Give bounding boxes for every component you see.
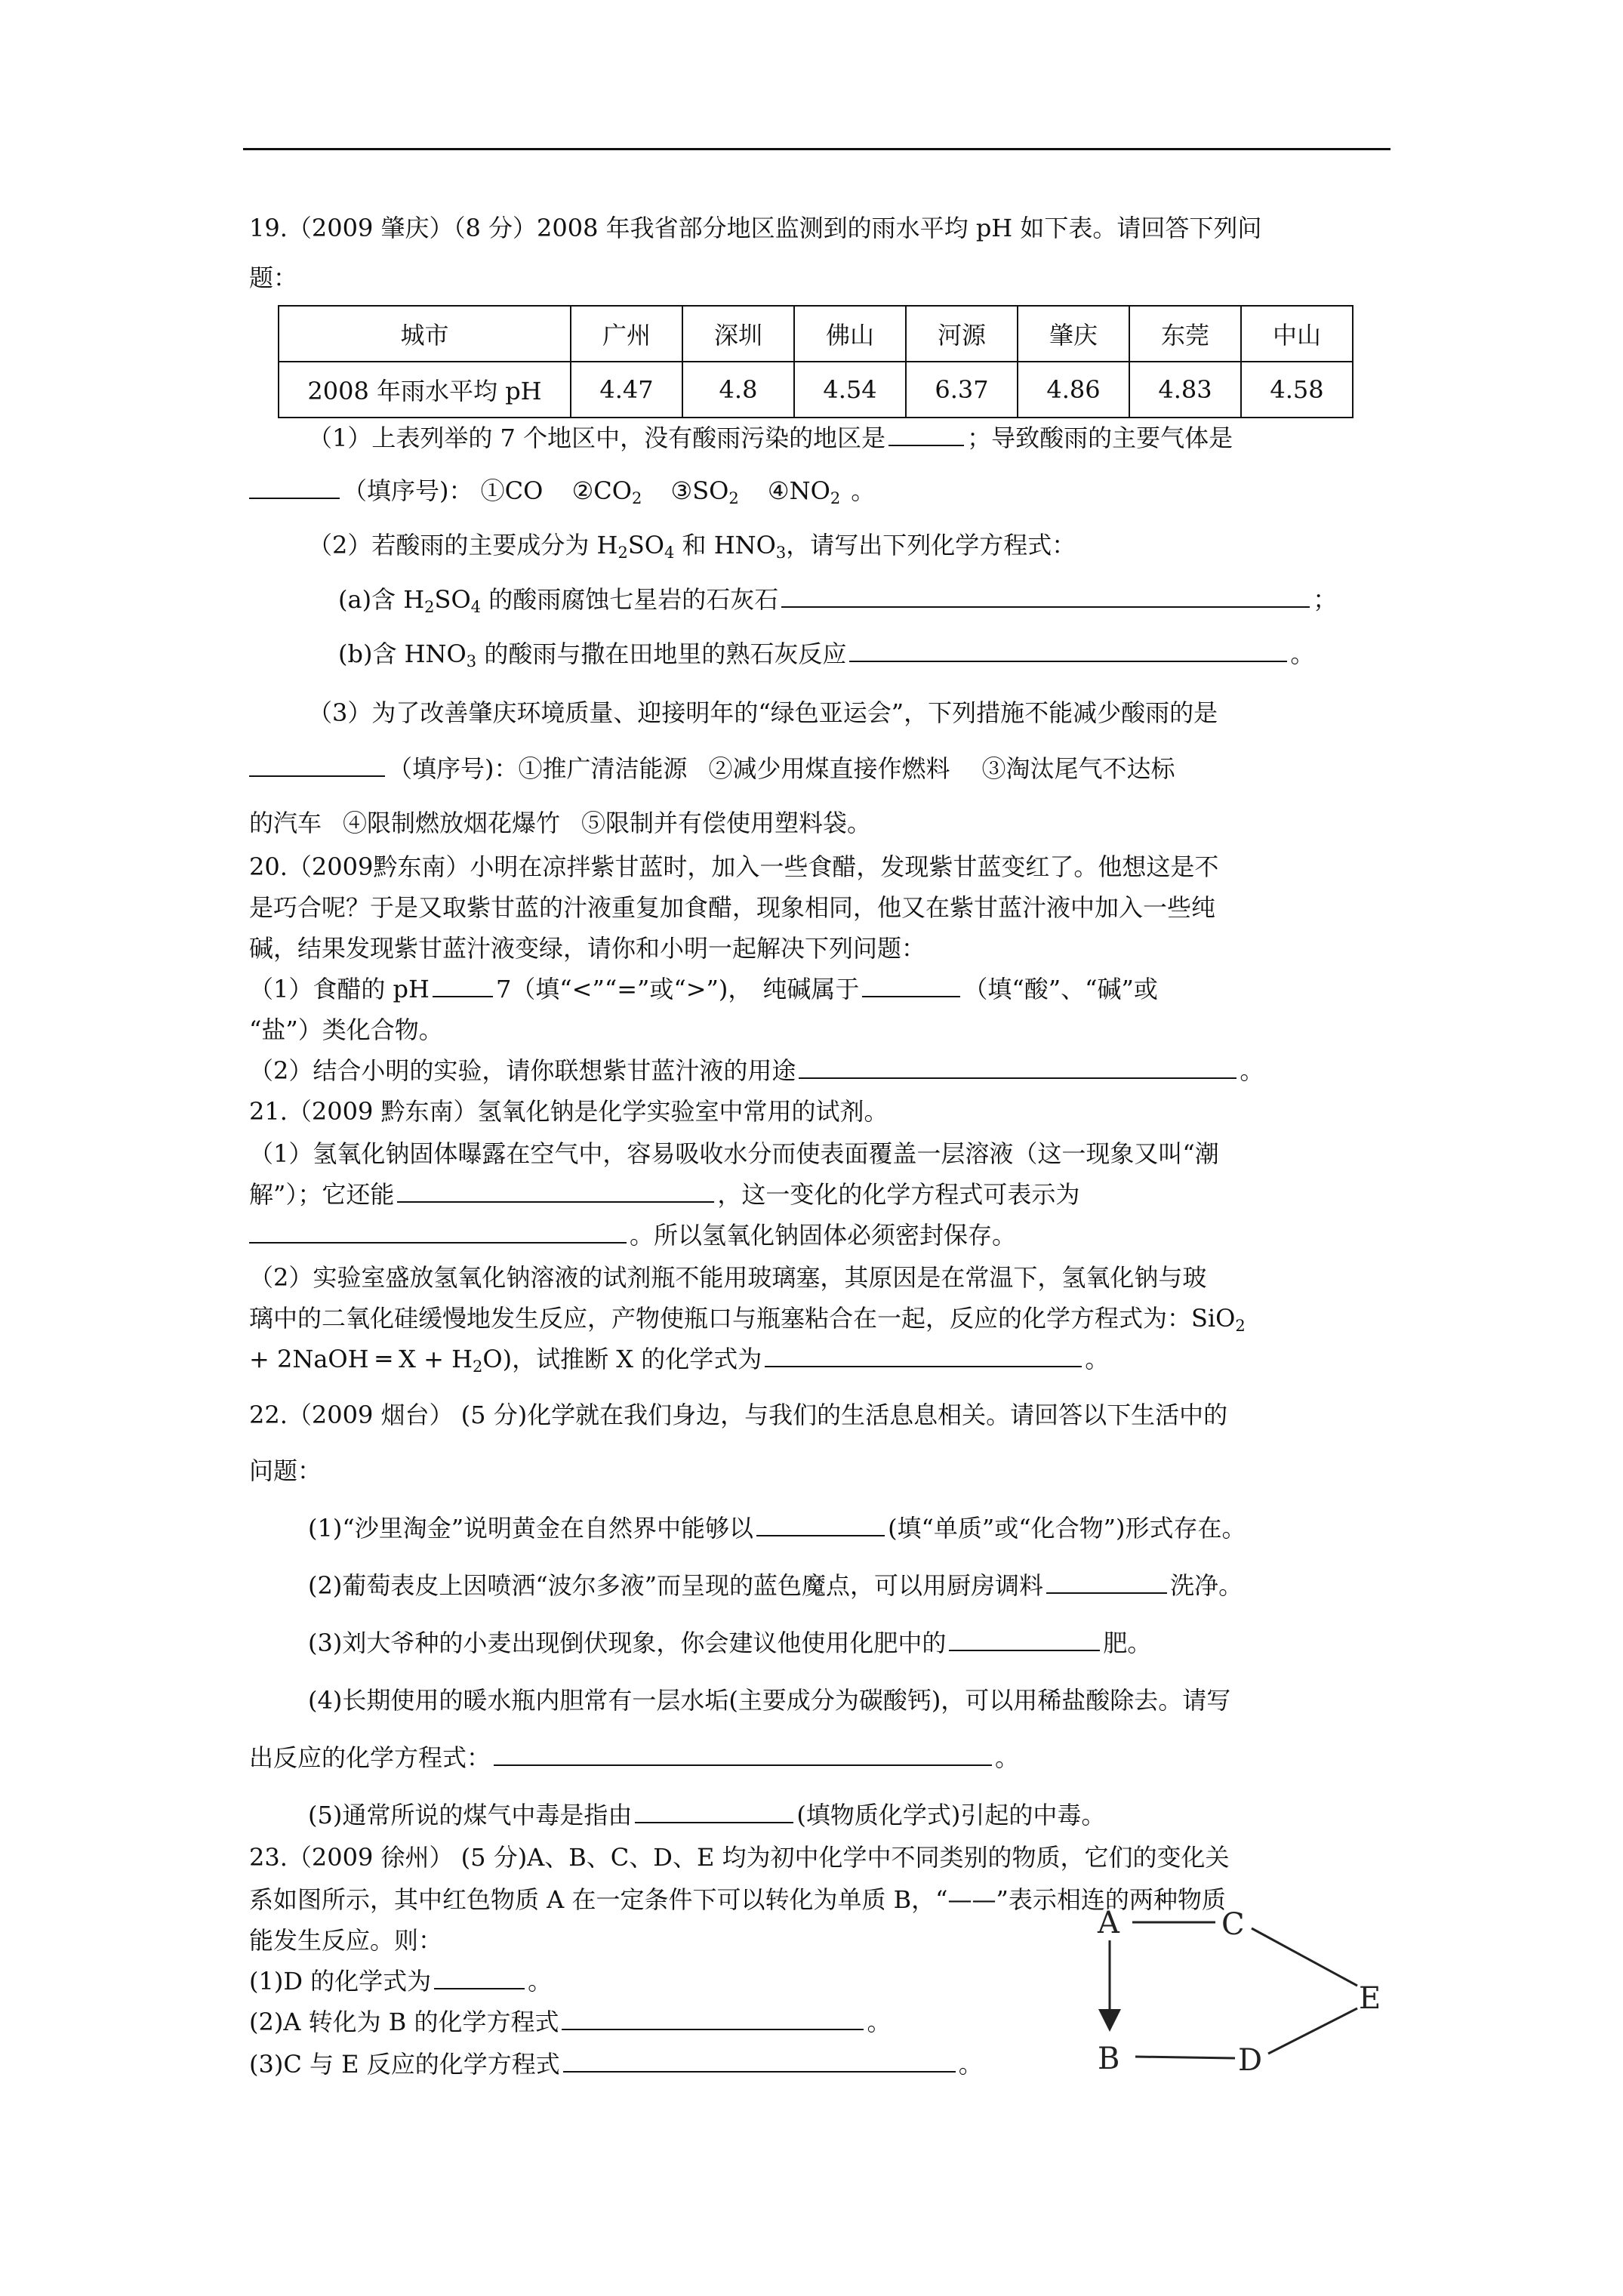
edge-e-d — [1268, 2008, 1357, 2054]
table-cell: 肇庆 — [1018, 306, 1129, 362]
q20-line3: 碱，结果发现紫甘蓝汁液变绿，请你和小明一起解决下列问题： — [249, 934, 926, 963]
node-d: D — [1238, 2043, 1263, 2078]
q22-sub4: (4)长期使用的暖水瓶内胆常有一层水垢(主要成分为碳酸钙)，可以用稀盐酸除去。请写 — [308, 1686, 1231, 1715]
table-header-city: 城市 — [279, 306, 571, 362]
answer-blank[interactable] — [862, 973, 960, 997]
edge-b-d — [1135, 2057, 1235, 2058]
q23-sub3: (3)C 与 E 反应的化学方程式 。 — [249, 2050, 983, 2079]
q23-line3: 能发生反应。则： — [249, 1926, 443, 1955]
q19-part2: （2）若酸雨的主要成分为 $H_2SO_4$ 和 $HNO_3$，请写出下列化学方程式： — [308, 531, 1076, 562]
answer-blank[interactable] — [249, 1219, 627, 1244]
table-cell: 东莞 — [1129, 306, 1241, 362]
table-cell: 4.54 — [794, 362, 906, 418]
answer-blank[interactable] — [849, 638, 1287, 662]
answer-blank[interactable] — [756, 1512, 885, 1536]
answer-blank[interactable] — [799, 1055, 1236, 1079]
q19-heading-cont: 题： — [249, 264, 298, 292]
q23-line1: 23.（2009 徐州） (5 分)A、B、C、D、E 均为初中化学中不同类别的物质，它们的变化关 — [249, 1843, 1230, 1872]
q19-part3: （3）为了改善肇庆环境质量、迎接明年的“绿色亚运会”，下列措施不能减少酸雨的是 — [308, 698, 1218, 727]
answer-blank[interactable] — [765, 1343, 1082, 1367]
node-e: E — [1359, 1981, 1381, 2016]
q19-part1-options: （填序号)： ①CO $②CO_2$ $③SO_2$ $④NO_2$ 。 — [249, 474, 875, 507]
q22-line1: 22.（2009 烟台） (5 分)化学就在我们身边，与我们的生活息息相关。请回答以下生活中的 — [249, 1401, 1228, 1429]
q19-part2b: (b)含 $HNO_3$ 的酸雨与撒在田地里的熟石灰反应 。 — [338, 639, 1315, 670]
answer-blank[interactable] — [781, 584, 1310, 608]
q23-line2: 系如图所示，其中红色物质 A 在一定条件下可以转化为单质 B，“——”表示相连的两种物质 — [249, 1885, 1226, 1914]
q20-part2: （2）结合小明的实验，请你联想紫甘蓝汁液的用途 。 — [249, 1056, 1264, 1085]
table-cell: 4.8 — [682, 362, 794, 418]
table-cell: 佛山 — [794, 306, 906, 362]
q19-heading: 19.（2009 肇庆）（8 分）2008 年我省部分地区监测到的雨水平均 pH 如下表。请回答下列问 — [249, 214, 1262, 242]
q21-part1: （1）氢氧化钠固体曝露在空气中，容易吸收水分而使表面覆盖一层溶液（这一现象又叫“潮 — [249, 1139, 1219, 1168]
edge-c-e — [1252, 1928, 1357, 1986]
answer-blank[interactable] — [494, 1742, 992, 1766]
q22-sub2: (2)葡萄表皮上因喷洒“波尔多液”而呈现的蓝色魔点，可以用厨房调料 洗净。 — [308, 1571, 1243, 1600]
table-cell: 4.86 — [1018, 362, 1129, 418]
q21-part2-cont: 璃中的二氧化硅缓慢地发生反应，产物使瓶口与瓶塞粘合在一起，反应的化学方程式为：SiO$_2$ — [249, 1304, 1246, 1335]
q22-sub5: (5)通常所说的煤气中毒是指由 (填物质化学式)引起的中毒。 — [308, 1801, 1106, 1829]
q23-sub1: (1)D 的化学式为 。 — [249, 1967, 553, 1996]
header-rule — [243, 148, 1390, 150]
table-row — [279, 362, 1353, 418]
answer-blank[interactable] — [635, 1799, 793, 1823]
q20-line2: 是巧合呢？于是又取紫甘蓝的汁液重复加食醋，现象相同，他又在紫甘蓝汁液中加入一些纯 — [249, 893, 1216, 922]
q22-line2: 问题： — [249, 1456, 322, 1485]
table-cell: 中山 — [1241, 306, 1353, 362]
answer-blank[interactable] — [249, 475, 340, 499]
answer-blank[interactable] — [949, 1627, 1100, 1651]
q21-part2: （2）实验室盛放氢氧化钠溶液的试剂瓶不能用玻璃塞，其原因是在常温下，氢氧化钠与玻 — [249, 1263, 1207, 1292]
answer-blank[interactable] — [434, 1965, 525, 1989]
table-row — [279, 306, 1353, 362]
answer-blank[interactable] — [562, 2006, 864, 2030]
table-cell: 4.83 — [1129, 362, 1241, 418]
reaction-diagram — [1087, 1903, 1404, 2099]
node-c: C — [1221, 1907, 1245, 1942]
table-cell: 河源 — [906, 306, 1018, 362]
q20-line1: 20.（2009黔东南）小明在凉拌紫甘蓝时，加入一些食醋，发现紫甘蓝变红了。他想这是不 — [249, 852, 1219, 881]
table-cell: 广州 — [571, 306, 682, 362]
q21-part1-cont: 解”）；它还能 ，这一变化的化学方程式可表示为 — [249, 1180, 1080, 1209]
q22-sub3: (3)刘大爷种的小麦出现倒伏现象，你会建议他使用化肥中的 肥。 — [308, 1629, 1152, 1657]
q20-part1-cont: “盐”）类化合物。 — [249, 1015, 443, 1044]
table-cell: 6.37 — [906, 362, 1018, 418]
answer-blank[interactable] — [249, 753, 385, 777]
q22-sub4-cont: 出反应的化学方程式： 。 — [249, 1743, 1020, 1772]
answer-blank[interactable] — [888, 422, 964, 446]
node-a: A — [1098, 1906, 1119, 1940]
table-cell: 深圳 — [682, 306, 794, 362]
q23-sub2: (2)A 转化为 B 的化学方程式 。 — [249, 2008, 892, 2036]
q19-part2a: (a)含 $H_2SO_4$ 的酸雨腐蚀七星岩的石灰石 ； — [338, 585, 1338, 616]
node-b: B — [1098, 2042, 1120, 2076]
rain-ph-table — [278, 305, 1354, 418]
table-cell: 4.58 — [1241, 362, 1353, 418]
answer-blank[interactable] — [433, 973, 493, 997]
answer-blank[interactable] — [1046, 1570, 1167, 1594]
q21-part1-end: 。所以氢氧化钠固体必须密封保存。 — [249, 1219, 1016, 1252]
table-cell: 4.47 — [571, 362, 682, 418]
q21-part2-end: + 2NaOH ═ $X + H_2O$)，试推断 X 的化学式为 。 — [249, 1345, 1110, 1376]
answer-blank[interactable] — [563, 2048, 956, 2073]
table-header-ph: 2008 年雨水平均 pH — [279, 362, 571, 418]
answer-blank[interactable] — [397, 1179, 714, 1203]
q19-part3-options-cont: 的汽车 ④限制燃放烟花爆竹 ⑤限制并有偿使用塑料袋。 — [249, 809, 872, 837]
q20-part1: （1）食醋的 pH 7（填“<”“=”或“>”)， 纯碱属于 （填“酸”、“碱”或 — [249, 975, 1158, 1003]
q21-line1: 21.（2009 黔东南）氢氧化钠是化学实验室中常用的试剂。 — [249, 1097, 888, 1126]
q22-sub1: (1)“沙里淘金”说明黄金在自然界中能够以 (填“单质”或“化合物”)形式存在。 — [308, 1514, 1246, 1542]
q19-part3-options: （填序号)：①推广清洁能源 ②减少用煤直接作燃料 ③淘汰尾气不达标 — [249, 752, 1175, 785]
q19-part1: （1）上表列举的 7 个地区中，没有酸雨污染的地区是 ；导致酸雨的主要气体是 — [308, 424, 1233, 452]
